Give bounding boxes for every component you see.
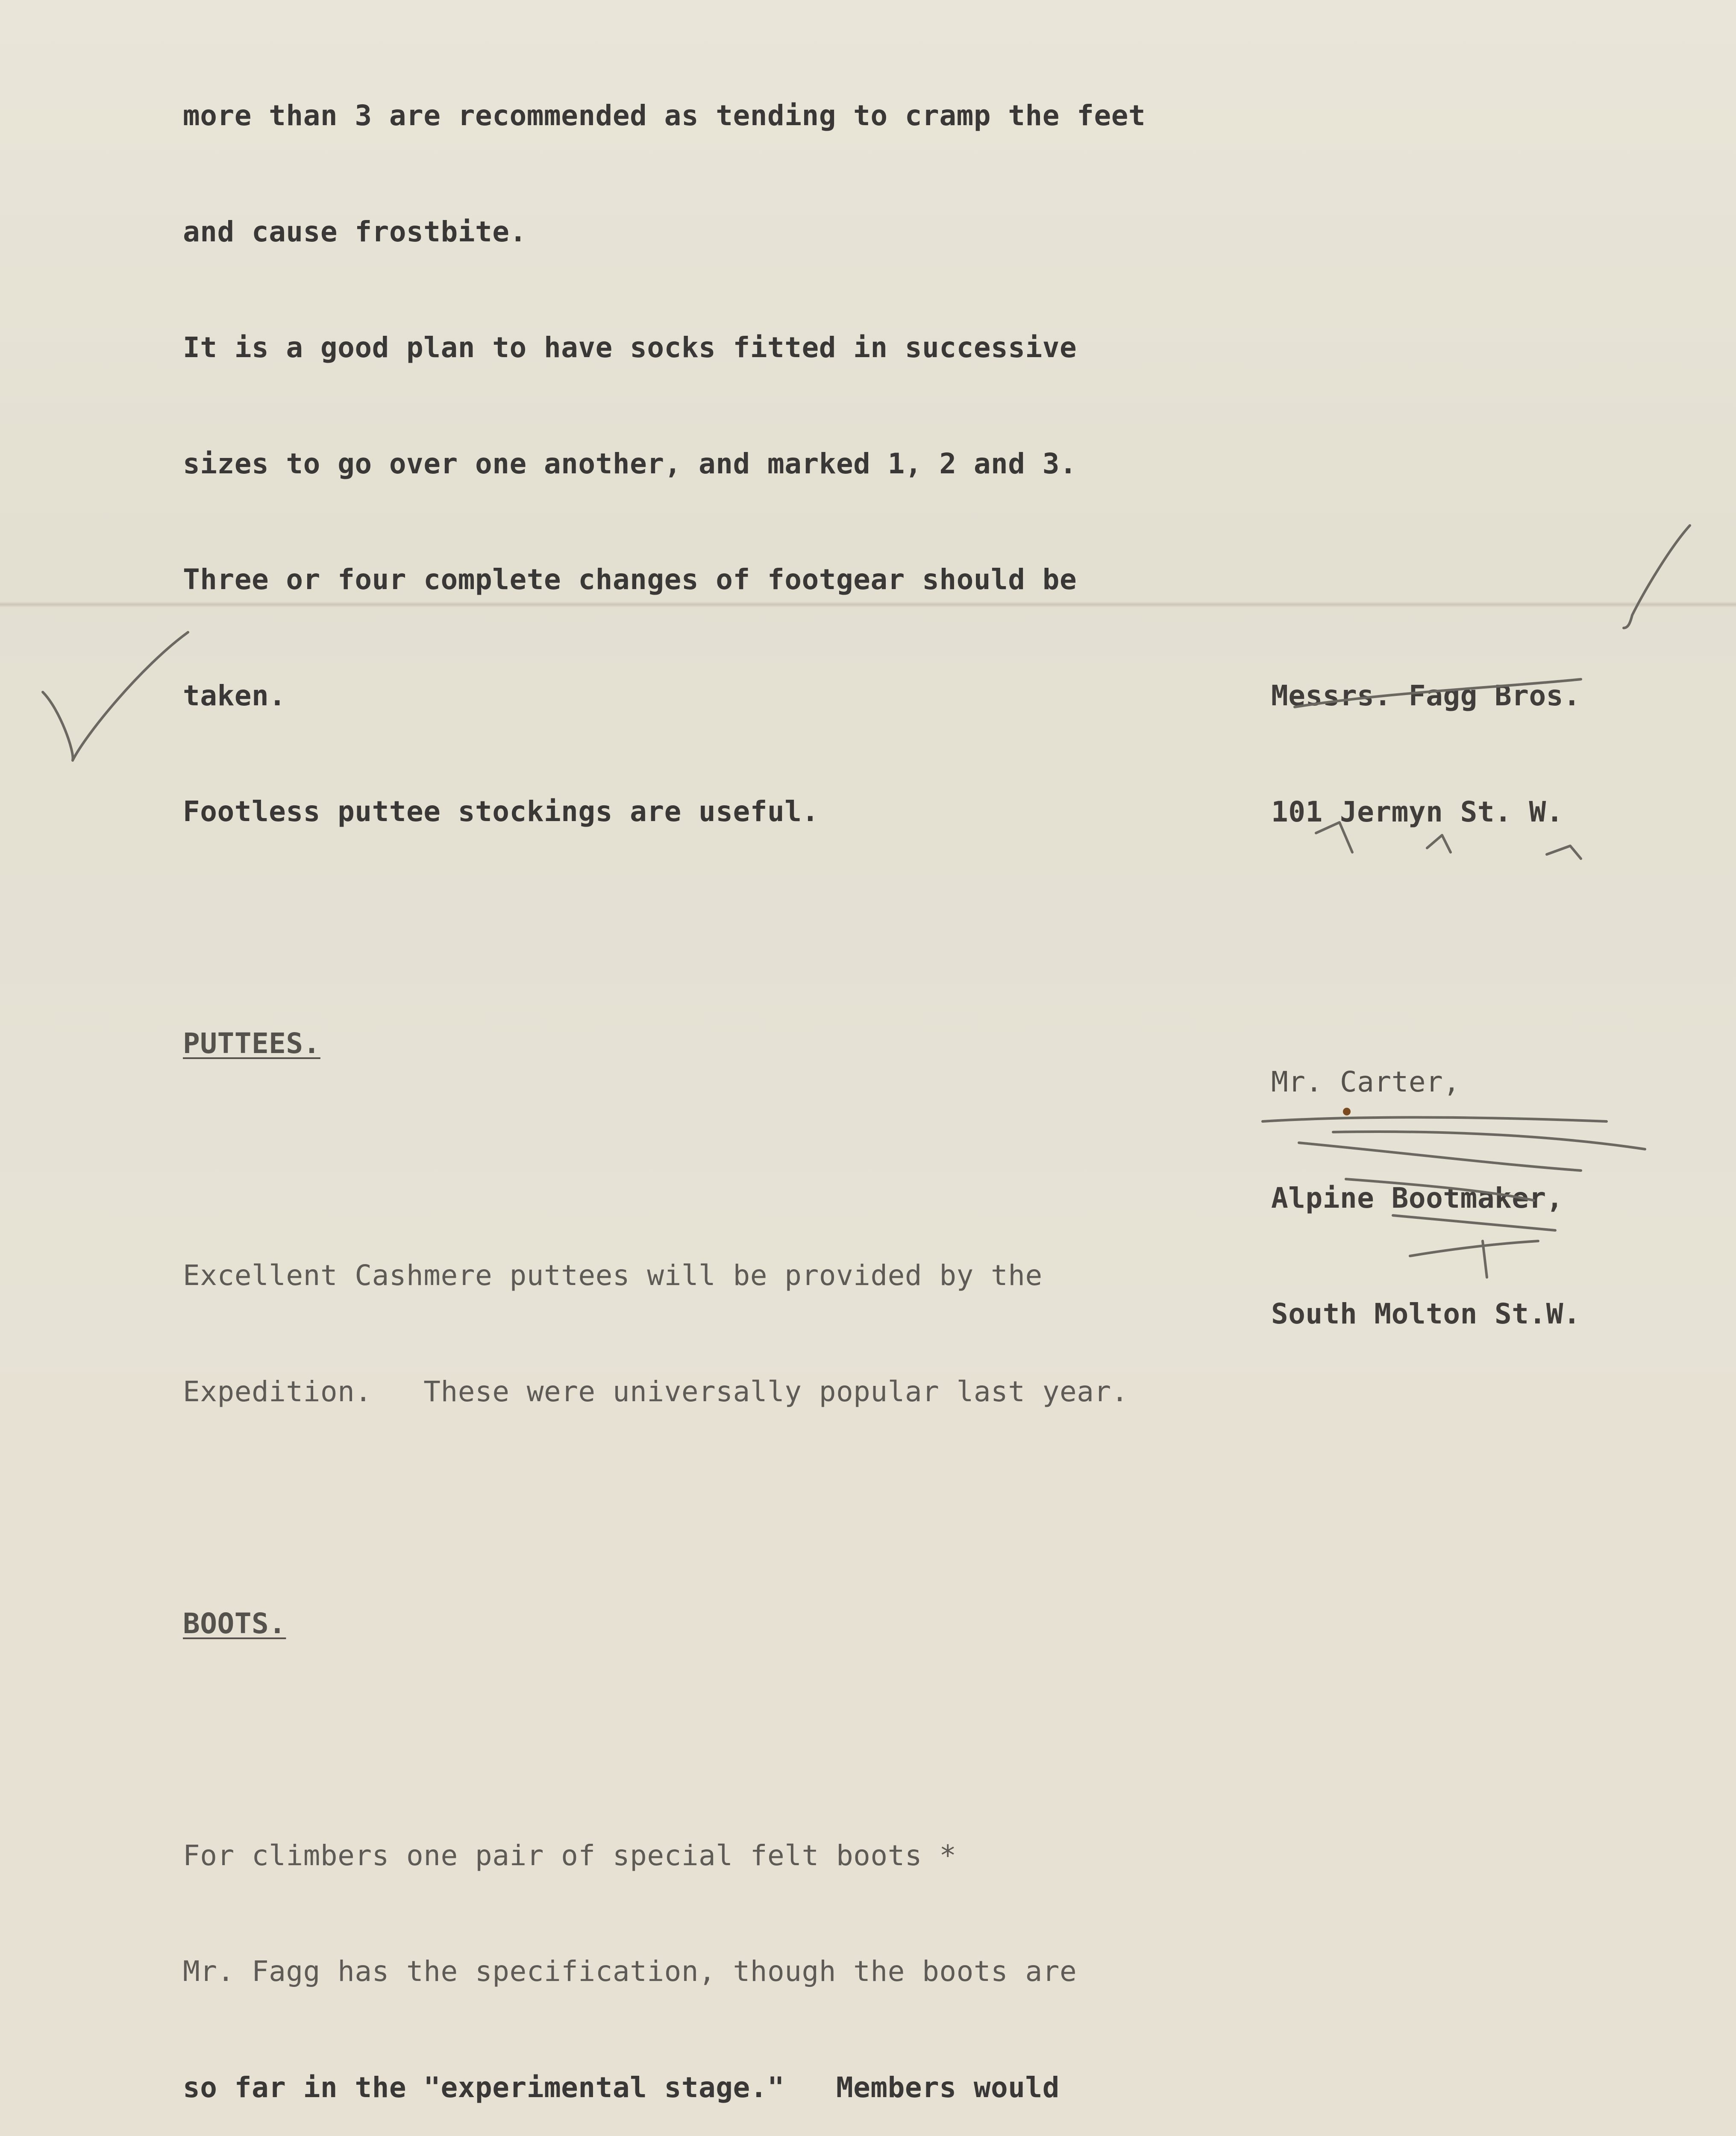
pencil-tick-mark-right xyxy=(1624,525,1690,628)
text-line: more than 3 are recommended as tending to cramp the feet xyxy=(183,99,1146,132)
boots-heading: BOOTS. xyxy=(183,1607,286,1640)
text-line: For climbers one pair of special felt boots * xyxy=(183,1839,957,1872)
supplier-line: Mr. Carter, xyxy=(1271,1065,1460,1098)
text-line: It is a good plan to have socks fitted in successive xyxy=(183,331,1077,364)
text-line: so far in the "experimental stage." Members would xyxy=(183,2071,1060,2104)
text-line: and cause frostbite. xyxy=(183,215,527,248)
text-line: sizes to go over one another, and marked 1, 2 and 3. xyxy=(183,447,1077,480)
supplier-carter xyxy=(1271,986,1580,1411)
text-line: Expedition. These were universally popular last year. xyxy=(183,1375,1128,1408)
main-text-column xyxy=(183,19,1268,2136)
text-line: Excellent Cashmere puttees will be provided by the xyxy=(183,1259,1043,1292)
puttees-heading: PUTTEES. xyxy=(183,1027,320,1060)
text-line: Mr. Fagg has the specification, though the boots are xyxy=(183,1955,1077,1988)
supplier-line: Messrs. Fagg Bros. xyxy=(1271,679,1581,712)
text-line: Footless puttee stockings are useful. xyxy=(183,795,819,828)
text-line: taken. xyxy=(183,679,286,712)
supplier-line: South Molton St.W. xyxy=(1271,1297,1581,1330)
text-line: Three or four complete changes of footgear should be xyxy=(183,563,1077,596)
supplier-line: Alpine Bootmaker, xyxy=(1271,1181,1564,1215)
pencil-tick-mark-left xyxy=(43,632,188,760)
supplier-fagg xyxy=(1271,599,1580,909)
supplier-line: 101 Jermyn St. W. xyxy=(1271,795,1564,828)
